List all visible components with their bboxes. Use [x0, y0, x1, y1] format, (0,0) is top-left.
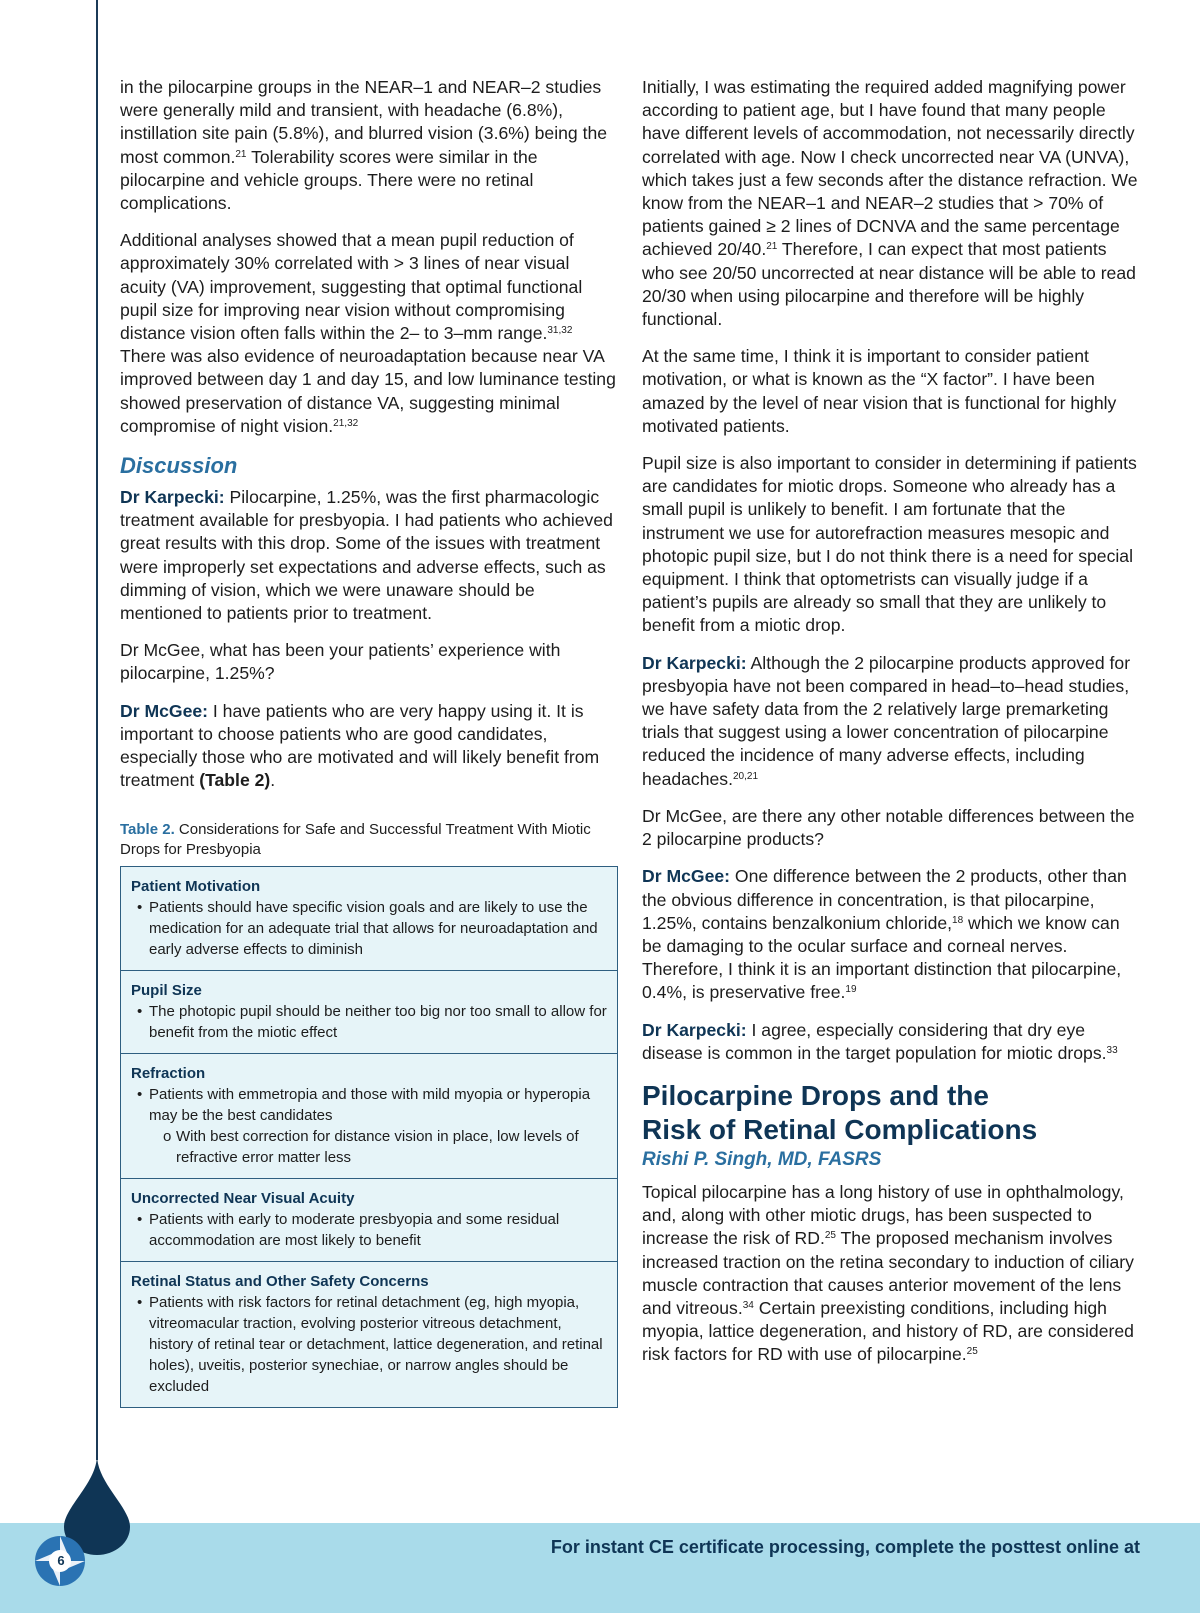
- table-section-title: Refraction: [131, 1065, 206, 1083]
- citation: 25: [966, 1346, 978, 1358]
- table-sub-bullet: o With best correction for distance vision in place, low levels of refractive error matter less: [131, 1126, 607, 1168]
- table-section: [121, 1178, 617, 1261]
- page-number: 6: [57, 1553, 65, 1568]
- paragraph: At the same time, I think it is important to consider patient motivation, or what is known as the “X factor”. I have been amazed by the level of near vision that is functional for highly motivated patients.: [642, 346, 1117, 436]
- table-section: [121, 1053, 617, 1178]
- paragraph: Additional analyses showed that a mean pupil reduction of approximately 30% correlated with > 3 lines of near visual acuity (VA) improvement, suggesting that optimal functional pupil size for improving near vision without compromising distance vision often falls within the 2– to 3–mm range.$^{31,32}$ There was also evidence of neuroadaptation because near VA improved between day 1 and day 15, and low luminance testing showed preservation of distance VA, suggesting minimal compromise of night vision.$^{21,32}$: [120, 230, 616, 436]
- table-section-title: Patient Motivation: [131, 878, 261, 896]
- left-column: [120, 76, 618, 1408]
- table-bullet: • Patients with early to moderate presbyopia and some residual accommodation are most likely to benefit: [131, 1209, 607, 1251]
- right-column: [642, 76, 1142, 1381]
- table-section: [121, 1261, 617, 1407]
- citation: 18: [952, 914, 964, 926]
- paragraph: Initially, I was estimating the required added magnifying power according to patient age, but I have found that many people have different levels of accommodation, not necessarily directly correlated with age. Now I check uncorrected near VA (UNVA), which takes just a few seconds after the distance refraction. We know from the NEAR–1 and NEAR–2 studies that > 70% of patients gained ≥ 2 lines of DCNVA and the same percentage achieved 20/40.21 Therefore, I can expect that most patients who see 20/50 uncorrected at near distance will be able to read 20/30 when using pilocarpine and therefore will be highly functional.: [642, 77, 1138, 330]
- table-reference: (Table 2): [199, 770, 271, 791]
- citation: 19: [845, 984, 857, 996]
- table-section-title: Pupil Size: [131, 982, 202, 1000]
- citation: 33: [1106, 1044, 1118, 1056]
- table-section-title: Uncorrected Near Visual Acuity: [131, 1190, 355, 1208]
- paragraph: Topical pilocarpine has a long history of use in ophthalmology, and, along with other miotic drugs, has been suspected to increase the risk of RD.$^{25}$ The proposed mechanism involves increased traction on the retina secondary to induction of ciliary muscle contraction that causes anterior movement of the lens and vitreous.$^{34}$ Certain preexisting conditions, including high myopia, lattice degeneration, and history of RD, are considered risk factors for RD with use of pilocarpine.$^{25}$: [642, 1181, 1134, 1365]
- paragraph: Dr Karpecki: Pilocarpine, 1.25%, was the first pharmacologic treatment available for presbyopia. I had patients who achieved great results with this drop. Some of the issues with treatment were improperly set expectations and adverse effects, such as dimming of vision, which we were unaware should be mentioned to patients prior to treatment.: [120, 487, 613, 624]
- speaker-label: Dr Karpecki:: [642, 652, 747, 673]
- margin-rule: [96, 0, 98, 1460]
- discussion-heading: Discussion: [120, 453, 238, 479]
- table-bullet: • Patients should have specific vision goals and are likely to use the medication for an adequate trial that allows for neuroadaptation and early adverse effects to diminish: [131, 897, 607, 960]
- citation: 34: [742, 1299, 754, 1311]
- paragraph: Dr McGee: One difference between the 2 products, other than the obvious difference in concentration, is that pilocarpine, 1.25%, contains benzalkonium chloride,$^{18}$ which we know can be damaging to the ocular surface and corneal nerves. Therefore, I think it is an important distinction that pilocarpine, 0.4%, is preservative free.$^{19}$: [642, 866, 1127, 1003]
- citation: 20,21: [732, 770, 759, 782]
- citation: 21: [766, 241, 778, 253]
- speaker-label: Dr McGee:: [642, 866, 730, 887]
- table-bullet: • Patients with emmetropia and those with mild myopia or hyperopia may be the best candidates: [131, 1084, 607, 1126]
- table-section: [121, 970, 617, 1053]
- citation: 25: [824, 1230, 836, 1242]
- paragraph: Dr McGee, are there any other notable differences between the 2 pilocarpine products?: [642, 805, 1135, 850]
- table-bullet: • Patients with risk factors for retinal detachment (eg, high myopia, vitreomacular traction, evolving posterior vitreous detachment, history of retinal tear or detachment, lattice degeneration, and retinal holes), uveitis, posterior synechiae, or narrow angles should be excluded: [131, 1292, 607, 1397]
- table-section: [121, 867, 617, 970]
- paragraph: Dr Karpecki: I agree, especially considering that dry eye disease is common in the target population for miotic drops.$^{33}$: [642, 1019, 1118, 1063]
- speaker-label: Dr Karpecki:: [120, 487, 225, 508]
- paragraph: Pupil size is also important to consider in determining if patients are candidates for miotic drops. Someone who already has a small pupil is unlikely to benefit. I am fortunate that the instrument we use for autorefraction measures mesopic and photopic pupil size, but I do not think there is a need for special equipment. I think that optometrists can visually judge if a patient’s pupils are already so small that they are unlikely to benefit from a miotic drop.: [642, 453, 1137, 636]
- speaker-label: Dr McGee:: [120, 700, 208, 721]
- section-title: Pilocarpine Drops and the Risk of Retinal Complications: [642, 1079, 1038, 1145]
- citation: 21: [235, 148, 247, 160]
- table-caption: Table 2. Considerations for Safe and Successful Treatment With Miotic Drops for Presbyopia: [120, 821, 591, 859]
- footer-cta-text: For instant CE certificate processing, complete the posttest online at: [550, 1537, 1140, 1557]
- footer-band: [0, 1523, 1200, 1613]
- citation: 31,32: [547, 325, 573, 337]
- table-label: Table 2.: [120, 821, 175, 839]
- paragraph: Dr Karpecki: Although the 2 pilocarpine products approved for presbyopia have not been compared in head–to–head studies, we have safety data from the 2 relatively large premarketing trials that suggest using a lower concentration of pilocarpine reduced the incidence of many adverse effects, including headaches.$^{20,21}$: [642, 652, 1131, 789]
- paragraph: Dr McGee: I have patients who are very happy using it. It is important to choose patients who are good candidates, especially those who are motivated and will likely benefit from treatment (Table 2).: [120, 700, 600, 791]
- table-section-title: Retinal Status and Other Safety Concerns: [131, 1273, 429, 1291]
- paragraph: Dr McGee, what has been your patients’ experience with pilocarpine, 1.25%?: [120, 640, 561, 684]
- paragraph: in the pilocarpine groups in the NEAR–1 and NEAR–2 studies were generally mild and transient, with headache (6.8%), instillation site pain (5.8%), and blurred vision (3.6%) being the most common.$^{21}$ Tolerability scores were similar in the pilocarpine and vehicle groups. There were no retinal complications.: [120, 77, 608, 214]
- author-byline: Rishi P. Singh, MD, FASRS: [642, 1148, 882, 1170]
- table-bullet: • The photopic pupil should be neither too big nor too small to allow for benefit from the miotic effect: [131, 1001, 607, 1043]
- speaker-label: Dr Karpecki:: [642, 1019, 747, 1040]
- considerations-table: [120, 866, 618, 1408]
- citation: 21,32: [333, 417, 359, 429]
